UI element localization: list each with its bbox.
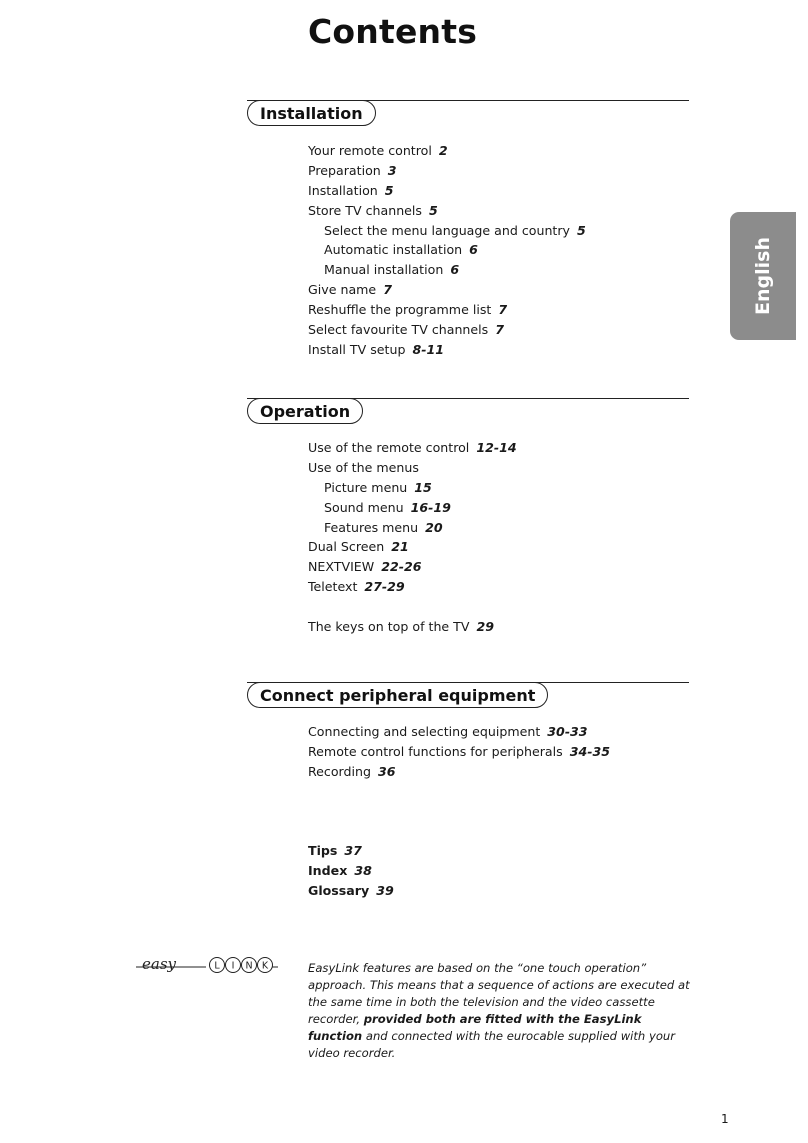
toc-item-label: Index — [308, 862, 348, 878]
toc-item-page: 5 — [384, 182, 394, 198]
toc-item[interactable] — [308, 320, 586, 340]
toc-item-page: 29 — [476, 619, 495, 635]
toc-item[interactable] — [308, 881, 394, 901]
toc-item-page: 6 — [469, 242, 478, 258]
toc-list-peripheral — [308, 722, 610, 782]
toc-item-page: 7 — [495, 322, 504, 338]
toc-item[interactable] — [308, 300, 586, 320]
toc-subitem[interactable] — [308, 498, 517, 518]
toc-item-page: 7 — [383, 282, 392, 298]
toc-item[interactable] — [308, 617, 517, 637]
toc-item-label: NEXTVIEW — [308, 559, 375, 575]
toc-item[interactable] — [308, 841, 394, 861]
svg-text:L: L — [214, 960, 220, 972]
language-tab — [730, 212, 796, 340]
toc-item-page: 2 — [438, 143, 448, 158]
toc-item-page: 36 — [378, 763, 396, 779]
toc-item-page: 30-33 — [547, 724, 588, 739]
toc-item[interactable] — [308, 557, 517, 577]
toc-item-page: 15 — [414, 479, 432, 495]
toc-item-label: The keys on top of the TV — [308, 619, 470, 635]
svg-text:K: K — [261, 960, 269, 972]
logo-letter-circle — [226, 958, 241, 973]
toc-item-page: 21 — [391, 539, 409, 555]
toc-item-page: 6 — [450, 262, 460, 278]
toc-item-page: 37 — [344, 843, 362, 858]
toc-item[interactable] — [308, 201, 586, 221]
toc-item-label: Installation — [308, 182, 378, 198]
logo-letter-circle — [258, 958, 273, 973]
toc-subitem[interactable] — [308, 260, 586, 280]
toc-item[interactable] — [308, 762, 610, 782]
toc-item[interactable] — [308, 861, 394, 881]
toc-item-label: Manual installation — [324, 262, 444, 278]
toc-item-label: Teletext — [308, 579, 358, 595]
toc-item-page: 16-19 — [410, 499, 451, 515]
toc-item[interactable] — [308, 181, 586, 201]
toc-item-label: Picture menu — [324, 479, 408, 495]
logo-letter-circle — [210, 958, 225, 973]
easylink-description — [308, 960, 692, 1062]
toc-item[interactable] — [308, 280, 586, 300]
toc-item-label: Use of the menus — [308, 459, 419, 475]
logo-letter-circle — [242, 958, 257, 973]
toc-item[interactable] — [308, 742, 610, 762]
toc-item-page: 38 — [354, 862, 372, 878]
toc-item-label: Glossary — [308, 882, 370, 898]
toc-item-label: Reshuffle the programme list — [308, 302, 492, 318]
svg-text:I: I — [231, 960, 235, 972]
toc-list-installation — [308, 141, 586, 360]
section-heading: Connect peripheral equipment — [247, 682, 548, 708]
toc-item-label: Tips — [308, 843, 338, 858]
toc-item[interactable] — [308, 340, 586, 360]
toc-item-label: Preparation — [308, 162, 381, 178]
toc-item-label: Install TV setup — [308, 341, 406, 357]
toc-item[interactable] — [308, 438, 517, 458]
toc-item[interactable] — [308, 458, 517, 478]
toc-item[interactable] — [308, 722, 610, 742]
toc-item-label: Connecting and selecting equipment — [308, 724, 541, 739]
toc-item-page: 3 — [387, 162, 397, 178]
logo-script: easy — [142, 956, 176, 973]
easylink-text-intro: EasyLink features are based on the “one touch operation” approach. This means that a sequence of actions are executed at the same time in both the television and the video cassette recorder, — [308, 961, 690, 1026]
easylink-text-outro: and connected with the eurocable supplied with your video recorder. — [308, 1029, 676, 1060]
toc-item-page: 7 — [498, 302, 508, 318]
toc-item-page: 12-14 — [476, 440, 517, 455]
toc-item-page: 39 — [376, 882, 394, 898]
toc-item-page: 5 — [429, 202, 438, 218]
easylink-logo — [136, 956, 278, 982]
toc-item-label: Your remote control — [308, 143, 432, 158]
section-heading: Installation — [247, 100, 376, 126]
toc-list-extras — [308, 841, 394, 901]
toc-item-label: Features menu — [324, 519, 419, 535]
toc-item[interactable] — [308, 537, 517, 557]
toc-item-page: 8-11 — [412, 341, 444, 357]
toc-item-page: 27-29 — [364, 579, 405, 595]
toc-item-label: Store TV channels — [308, 202, 422, 218]
toc-item-page: 34-35 — [569, 743, 610, 759]
language-tab-label: English — [752, 237, 774, 315]
svg-text:N: N — [245, 960, 253, 972]
toc-subitem[interactable] — [308, 240, 586, 260]
toc-item-label: Remote control functions for peripherals — [308, 743, 563, 759]
toc-item-page: 20 — [425, 519, 443, 535]
toc-item-label: Automatic installation — [324, 242, 463, 258]
easylink-text-emphasis: provided both are fitted with the EasyLink function — [308, 1012, 642, 1043]
toc-item-page: 5 — [577, 222, 586, 238]
toc-item[interactable] — [308, 161, 586, 181]
toc-item-label: Select favourite TV channels — [308, 322, 489, 338]
toc-subitem[interactable] — [308, 221, 586, 241]
toc-item-label: Select the menu language and country — [324, 222, 571, 238]
toc-subitem[interactable] — [308, 518, 517, 538]
toc-item-label: Dual Screen — [308, 539, 385, 555]
toc-item-label: Give name — [308, 282, 377, 298]
toc-item[interactable] — [308, 141, 586, 161]
toc-item-label: Recording — [308, 763, 371, 779]
page-title: Contents — [308, 12, 478, 51]
section-heading: Operation — [247, 398, 363, 424]
toc-list-operation — [308, 438, 517, 637]
toc-item-page: 22-26 — [381, 559, 422, 575]
toc-item-label: Sound menu — [324, 499, 404, 515]
page-number: 1 — [721, 1112, 729, 1126]
toc-item-label: Use of the remote control — [308, 440, 470, 455]
toc-item[interactable] — [308, 577, 517, 597]
toc-subitem[interactable] — [308, 478, 517, 498]
